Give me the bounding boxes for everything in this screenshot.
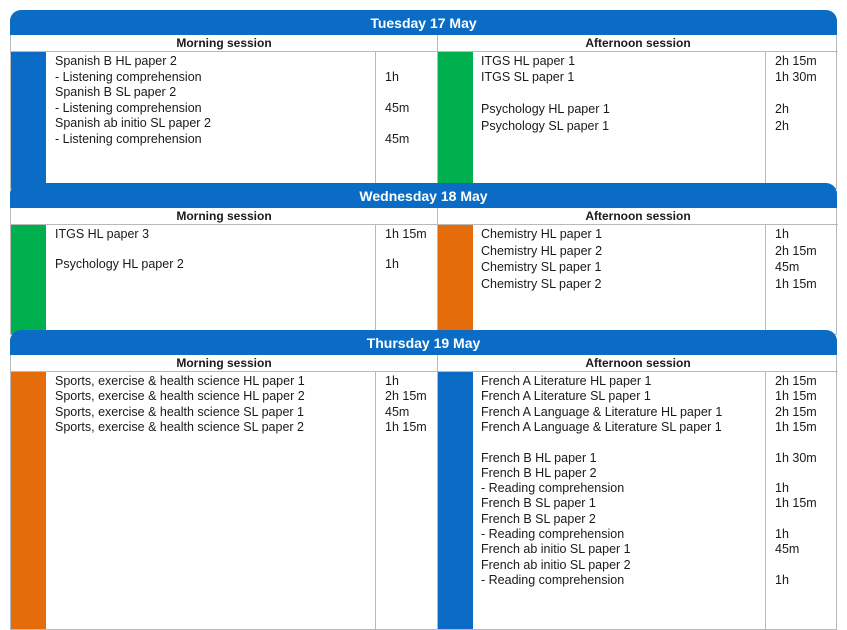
exam-name: Psychology SL paper 1 xyxy=(481,119,610,133)
exam-name: Sports, exercise & health science HL paper 2 xyxy=(55,389,305,404)
exam-name: ITGS HL paper 1 xyxy=(481,54,576,68)
exam-name: French ab initio SL paper 1 xyxy=(481,542,631,557)
exam-row xyxy=(473,277,838,292)
exam-name: ITGS HL paper 3 xyxy=(55,227,150,241)
exam-name: Chemistry HL paper 2 xyxy=(481,243,603,258)
exam-duration: 2h 15m xyxy=(775,374,817,388)
exam-row xyxy=(47,54,437,69)
exam-duration: 1h 30m xyxy=(775,450,817,465)
exam-row xyxy=(473,496,838,511)
day-header: Tuesday 17 May xyxy=(10,10,837,35)
day-body xyxy=(10,35,837,189)
exam-duration: 1h xyxy=(775,572,789,587)
exam-duration: 1h 15m xyxy=(385,419,427,434)
exam-name: Spanish ab initio SL paper 2 xyxy=(55,116,211,130)
exam-name: - Listening comprehension xyxy=(55,131,202,146)
exam-duration: 45m xyxy=(775,542,800,557)
afternoon-session-heading: Afternoon session xyxy=(438,208,838,225)
exam-row xyxy=(473,451,838,466)
morning-exam-list xyxy=(47,372,437,629)
exam-name: Spanish B HL paper 2 xyxy=(55,54,177,68)
exam-row xyxy=(47,227,437,242)
exam-duration: 1h xyxy=(385,257,399,271)
exam-name: French B HL paper 1 xyxy=(481,450,597,465)
exam-row xyxy=(473,119,838,134)
exam-row xyxy=(473,260,838,275)
day-header: Wednesday 18 May xyxy=(10,183,837,208)
afternoon-exam-list xyxy=(473,372,838,629)
exam-name: - Listening comprehension xyxy=(55,69,202,84)
exam-duration: 1h 15m xyxy=(775,276,817,291)
afternoon-session-heading: Afternoon session xyxy=(438,355,838,372)
exam-row xyxy=(47,116,437,131)
exam-name: French B SL paper 1 xyxy=(481,496,596,511)
exam-row xyxy=(47,420,437,435)
exam-row xyxy=(473,405,838,420)
exam-row xyxy=(47,132,437,147)
exam-duration: 1h xyxy=(385,374,399,388)
morning-color-bar xyxy=(11,52,46,188)
morning-color-bar xyxy=(11,372,46,629)
exam-row xyxy=(473,527,838,542)
exam-duration: 2h 15m xyxy=(385,389,427,404)
exam-duration: 1h 15m xyxy=(775,389,817,404)
exam-row xyxy=(473,420,838,435)
exam-name: - Reading comprehension xyxy=(481,572,625,587)
exam-name: Sports, exercise & health science SL paper 1 xyxy=(55,404,304,419)
exam-row xyxy=(473,558,838,573)
exam-name: French A Literature SL paper 1 xyxy=(481,389,651,404)
exam-row xyxy=(47,405,437,420)
exam-name: French ab initio SL paper 2 xyxy=(481,557,631,572)
exam-name: - Reading comprehension xyxy=(481,481,625,496)
day-block xyxy=(10,183,837,335)
exam-row xyxy=(473,244,838,259)
exam-row xyxy=(473,389,838,404)
exam-duration: 2h xyxy=(775,102,789,116)
morning-session-heading: Morning session xyxy=(11,208,437,225)
exam-row xyxy=(473,374,838,389)
exam-row xyxy=(473,70,838,85)
exam-name: Chemistry HL paper 1 xyxy=(481,227,603,241)
exam-row xyxy=(47,389,437,404)
afternoon-color-bar xyxy=(438,52,473,188)
exam-name: Psychology HL paper 2 xyxy=(55,257,184,271)
exam-name: French A Language & Literature SL paper 1 xyxy=(481,419,722,434)
exam-name: French A Literature HL paper 1 xyxy=(481,374,652,388)
exam-name: Psychology HL paper 1 xyxy=(481,102,610,116)
exam-duration: 1h xyxy=(775,481,789,496)
exam-row xyxy=(473,512,838,527)
day-header: Thursday 19 May xyxy=(10,330,837,355)
exam-row xyxy=(47,70,437,85)
afternoon-exam-list xyxy=(473,52,838,188)
exam-row xyxy=(473,466,838,481)
morning-exam-list xyxy=(47,52,437,188)
day-block xyxy=(10,10,837,189)
morning-session-heading: Morning session xyxy=(11,355,437,372)
exam-duration: 2h 15m xyxy=(775,243,817,258)
exam-row xyxy=(47,374,437,389)
exam-name: Spanish B SL paper 2 xyxy=(55,85,177,99)
exam-row xyxy=(473,227,838,242)
exam-name: Chemistry SL paper 1 xyxy=(481,260,602,274)
exam-name: ITGS SL paper 1 xyxy=(481,69,575,84)
exam-row xyxy=(47,101,437,116)
morning-session-heading: Morning session xyxy=(11,35,437,52)
exam-duration: 2h 15m xyxy=(775,54,817,68)
exam-duration: 1h xyxy=(385,69,399,84)
exam-name: French B HL paper 2 xyxy=(481,465,597,480)
exam-duration: 1h xyxy=(775,227,789,241)
afternoon-color-bar xyxy=(438,372,473,629)
exam-duration: 1h xyxy=(775,527,789,541)
afternoon-color-bar xyxy=(438,225,473,334)
exam-row xyxy=(473,481,838,496)
exam-duration: 1h 15m xyxy=(385,227,427,241)
day-block xyxy=(10,330,837,630)
exam-duration: 45m xyxy=(385,131,410,146)
afternoon-session-heading: Afternoon session xyxy=(438,35,838,52)
exam-duration: 45m xyxy=(385,100,410,115)
exam-duration: 1h 15m xyxy=(775,419,817,434)
exam-duration: 45m xyxy=(385,404,410,419)
exam-row xyxy=(47,257,437,272)
exam-name: Chemistry SL paper 2 xyxy=(481,276,602,291)
morning-exam-list xyxy=(47,225,437,334)
exam-duration: 2h 15m xyxy=(775,404,817,419)
exam-row xyxy=(473,54,838,69)
exam-name: Sports, exercise & health science HL paper 1 xyxy=(55,374,305,388)
exam-duration: 2h xyxy=(775,119,789,133)
exam-row xyxy=(47,85,437,100)
exam-row xyxy=(473,102,838,117)
exam-name: - Listening comprehension xyxy=(55,100,202,115)
exam-duration: 1h 30m xyxy=(775,69,817,84)
day-body xyxy=(10,355,837,630)
exam-name: French A Language & Literature HL paper 1 xyxy=(481,404,723,419)
exam-duration: 1h 15m xyxy=(775,496,817,511)
afternoon-exam-list xyxy=(473,225,838,334)
exam-row xyxy=(473,542,838,557)
day-body xyxy=(10,208,837,335)
exam-name: - Reading comprehension xyxy=(481,527,625,541)
exam-name: French B SL paper 2 xyxy=(481,511,596,526)
exam-name: Sports, exercise & health science SL paper 2 xyxy=(55,419,304,434)
exam-row xyxy=(473,573,838,588)
morning-color-bar xyxy=(11,225,46,334)
exam-duration: 45m xyxy=(775,260,800,274)
